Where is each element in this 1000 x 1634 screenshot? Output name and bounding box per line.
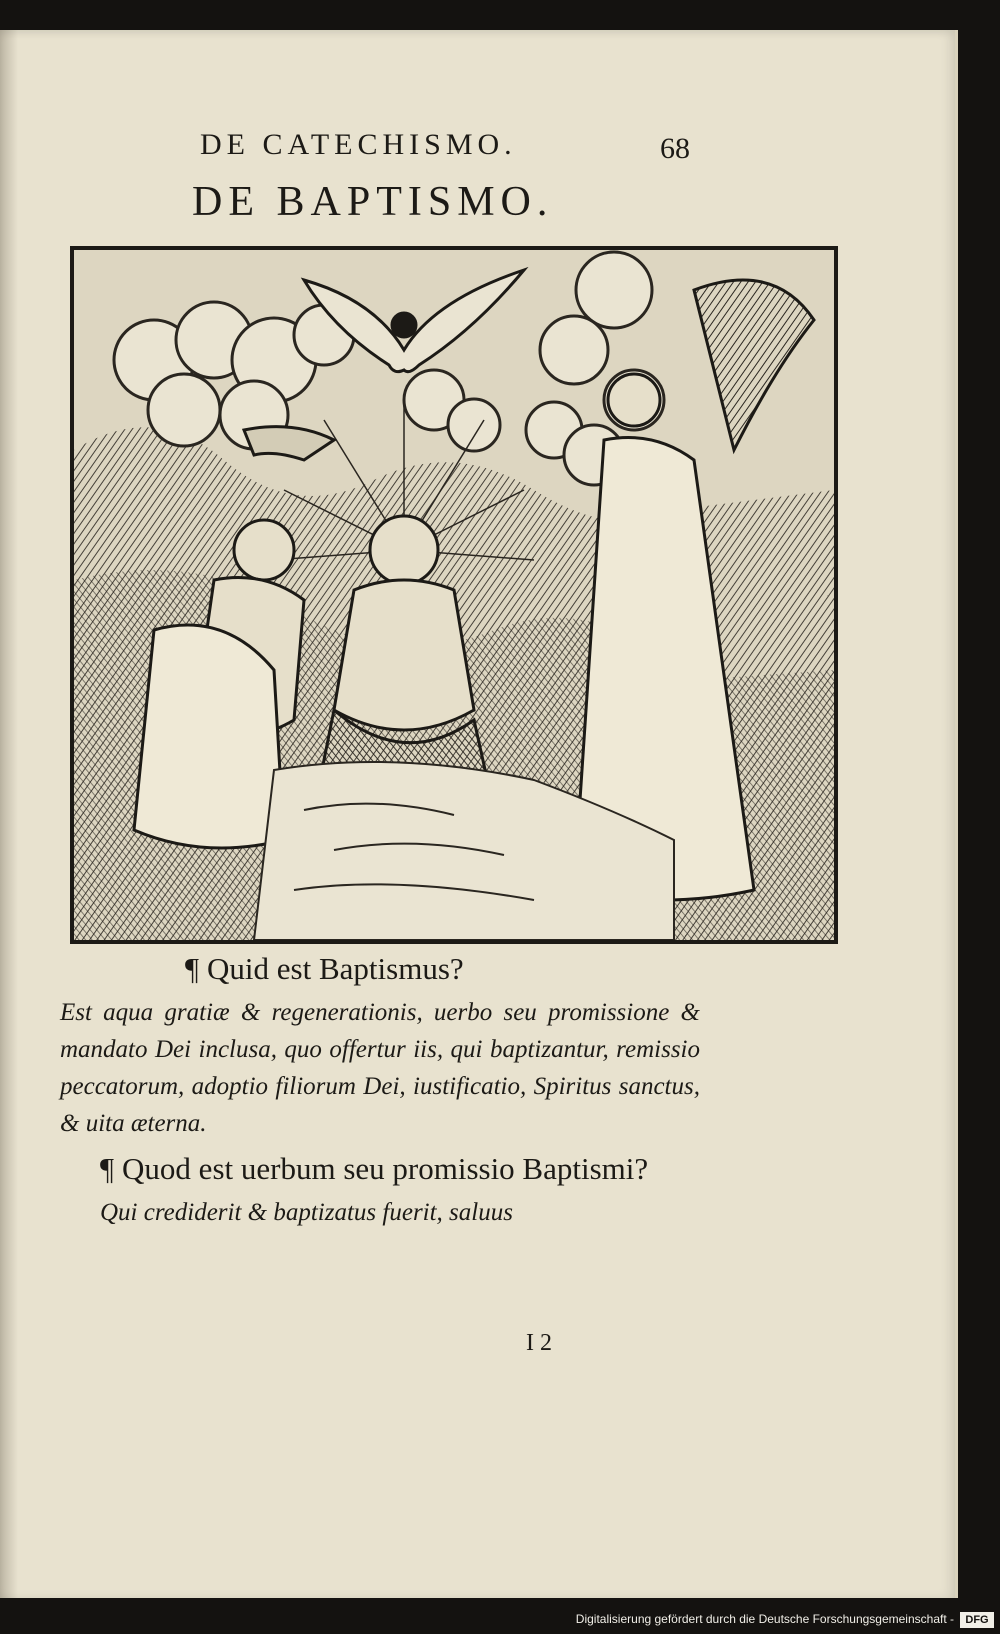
question-1: [60, 950, 700, 988]
running-head: DE CATECHISMO.: [200, 128, 517, 161]
question-1-text: Quid est Baptismus?: [207, 951, 464, 986]
answer-1: Est aqua gratiæ & regenerationis, uerbo seu promissione & mandato Dei inclusa, quo offertur iis, qui baptizantur, remissio peccatorum, adoptio filiorum Dei, iustificatio, Spiritus sanctus, & uita æterna.: [60, 999, 700, 1137]
dfg-logo: DFG: [960, 1612, 994, 1628]
pilcrow-mark: ¶: [100, 1151, 115, 1186]
funding-credit: Digitalisierung gefördert durch die Deutsche Forschungsgemeinschaft -: [575, 1612, 954, 1626]
signature-mark: I 2: [526, 1330, 552, 1356]
pilcrow-mark: ¶: [185, 951, 200, 986]
answer-2: Qui crediderit & baptizatus fuerit, saluus: [100, 1199, 513, 1226]
page-number: 68: [660, 132, 690, 165]
question-2: [60, 1150, 700, 1188]
baptism-woodcut-icon: [74, 250, 834, 940]
page-gutter-shadow: [0, 30, 18, 1598]
question-2-text: Quod est uerbum seu promissio Baptismi?: [122, 1151, 649, 1186]
footer-bar: [0, 1598, 1000, 1634]
catechism-text: [60, 950, 700, 1231]
baptism-woodcut-illustration: [70, 246, 838, 944]
chapter-title: DE BAPTISMO.: [192, 179, 554, 225]
